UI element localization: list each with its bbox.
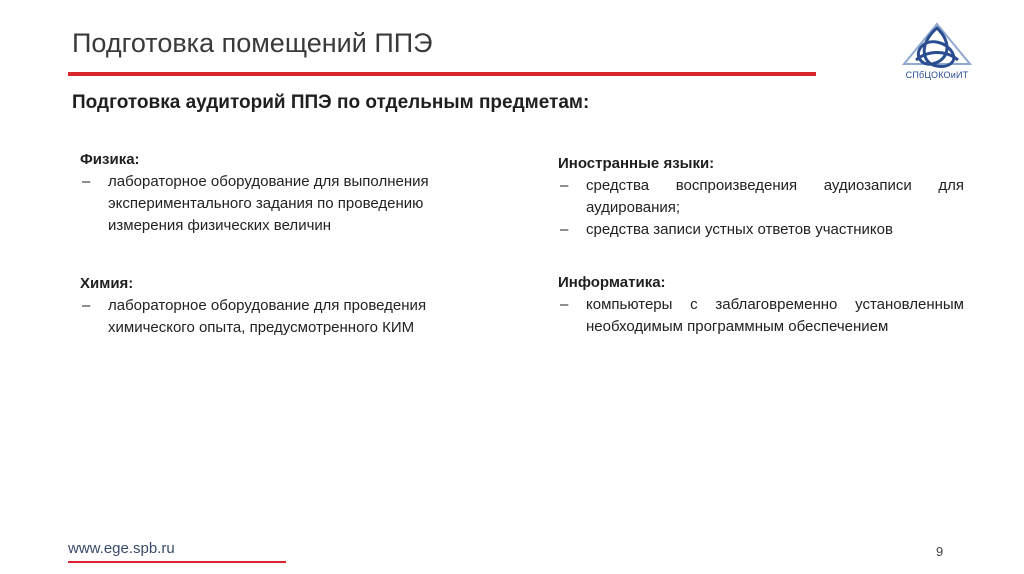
dash-marker: – bbox=[560, 221, 569, 238]
logo-caption: СПбЦОКОиИТ bbox=[905, 70, 969, 80]
title-divider bbox=[68, 72, 816, 76]
section-informatics bbox=[558, 272, 964, 338]
dash-marker: – bbox=[82, 297, 91, 314]
footer-url-link[interactable]: www.ege.spb.ru bbox=[68, 540, 175, 557]
section-languages bbox=[558, 153, 964, 241]
footer-divider bbox=[68, 561, 286, 563]
item-text: компьютеры с заблаговременно установленным необходимым программным обеспечением bbox=[586, 296, 964, 335]
dash-marker: – bbox=[560, 296, 569, 313]
item-text: лабораторное оборудование для проведения химического опыта, предусмотренного КИМ bbox=[108, 297, 427, 336]
dash-marker: – bbox=[82, 173, 91, 190]
page-number: 9 bbox=[936, 544, 944, 559]
section-heading: Информатика: bbox=[558, 274, 666, 291]
slide-title: Подготовка помещений ППЭ bbox=[72, 28, 433, 58]
list-item bbox=[558, 175, 964, 219]
item-text: средства записи устных ответов участников bbox=[586, 221, 893, 238]
item-text: лабораторное оборудование для выполнения экспериментального задания по проведению измерения физических величин bbox=[108, 173, 429, 234]
list-item bbox=[80, 171, 500, 237]
list-item bbox=[558, 294, 964, 338]
triquetra-logo-icon bbox=[892, 20, 982, 72]
section-heading: Химия: bbox=[80, 275, 134, 292]
item-text: средства воспроизведения аудиозаписи для аудирования; bbox=[586, 177, 964, 216]
subtitle: Подготовка аудиторий ППЭ по отдельным предметам: bbox=[72, 92, 590, 113]
dash-marker: – bbox=[560, 177, 569, 194]
section-physics bbox=[80, 149, 500, 237]
section-heading: Иностранные языки: bbox=[558, 155, 715, 172]
section-heading: Физика: bbox=[80, 151, 140, 168]
section-chemistry bbox=[80, 273, 500, 339]
list-item bbox=[558, 219, 964, 241]
list-item bbox=[80, 295, 500, 339]
